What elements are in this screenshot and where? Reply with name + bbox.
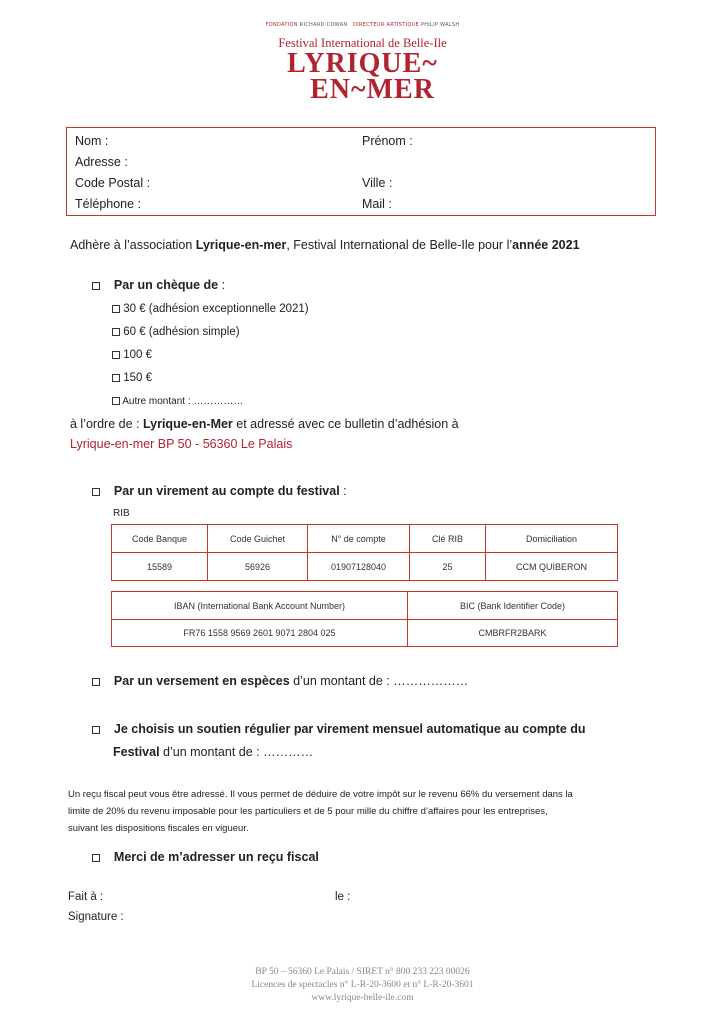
logo-line-2: EN~MER bbox=[310, 74, 435, 105]
fiscal-line-2: limite de 20% du revenu imposable pour les particuliers et de 5 pour mille du chiffre d’affaires pour les entreprises, bbox=[68, 806, 548, 817]
cheque-option-3-label: 100 € bbox=[123, 349, 152, 361]
checkbox-soutien[interactable] bbox=[92, 726, 100, 734]
cheque-option-1-label: 30 € (adhésion exceptionnelle 2021) bbox=[123, 303, 309, 315]
ordre-part-2: Lyrique-en-Mer bbox=[142, 417, 233, 431]
postal-address: Lyrique-en-mer BP 50 - 56360 Le Palais bbox=[70, 437, 293, 451]
soutien-title: Je choisis un soutien régulier par virement mensuel automatique au compte du bbox=[113, 722, 586, 736]
fiscal-line-1: Un reçu fiscal peut vous être adressé. Il vous permet de déduire de votre impôt sur le revenu 66% du versement dans la bbox=[68, 789, 573, 800]
cheque-option-5-label: Autre montant : …………… bbox=[122, 396, 244, 407]
virement-heading bbox=[92, 484, 347, 498]
checkbox-especes[interactable] bbox=[92, 678, 100, 686]
rib-header-banque: Code Banque bbox=[112, 525, 208, 553]
cheque-option-3 bbox=[112, 349, 152, 361]
virement-title: Par un virement au compte du festival bbox=[113, 484, 340, 498]
adresse-label: Adresse : bbox=[75, 155, 128, 169]
header-credit-4: PHILIP WALSH bbox=[420, 22, 460, 28]
fait-label: Fait à : bbox=[68, 891, 104, 903]
cheque-option-4-label: 150 € bbox=[123, 372, 152, 384]
checkbox-cheque-30[interactable] bbox=[112, 305, 120, 313]
iban-header: IBAN (International Bank Account Number) bbox=[112, 592, 408, 620]
rib-value-guichet: 56926 bbox=[208, 553, 308, 581]
soutien-line-1 bbox=[92, 722, 586, 736]
rib-label: RIB bbox=[113, 508, 130, 519]
iban-value: FR76 1558 9569 2601 9071 2804 025 bbox=[112, 620, 408, 647]
ordre-part-3: et adressé avec ce bulletin d’adhésion à bbox=[232, 417, 459, 431]
le-label: le : bbox=[335, 891, 351, 903]
header-credits bbox=[0, 22, 725, 28]
mail-label: Mail : bbox=[362, 197, 392, 211]
cheque-option-2 bbox=[112, 326, 240, 338]
rib-table bbox=[111, 524, 618, 581]
bic-header: BIC (Bank Identifier Code) bbox=[408, 592, 618, 620]
rib-header-cle: Clé RIB bbox=[410, 525, 486, 553]
checkbox-cheque-autre[interactable] bbox=[112, 397, 120, 405]
rib-header-domiciliation: Domiciliation bbox=[486, 525, 618, 553]
rib-value-banque: 15589 bbox=[112, 553, 208, 581]
cheque-heading bbox=[92, 278, 225, 292]
cheque-option-5 bbox=[112, 396, 243, 407]
cheque-option-2-label: 60 € (adhésion simple) bbox=[123, 326, 240, 338]
header-credit-3: DIRECTEUR ARTISTIQUE bbox=[353, 22, 419, 28]
checkbox-cheque-60[interactable] bbox=[112, 328, 120, 336]
checkbox-cheque-100[interactable] bbox=[112, 351, 120, 359]
footer-line-2: Licences de spectacles n° L-R-20-3600 et n° L-R-20-3601 bbox=[251, 980, 474, 990]
virement-colon: : bbox=[339, 484, 347, 498]
checkbox-recu[interactable] bbox=[92, 854, 100, 862]
header-credit-2: RICHARD COWAN bbox=[299, 22, 348, 28]
especes-title: Par un versement en espèces bbox=[113, 674, 290, 688]
signature-label: Signature : bbox=[68, 911, 124, 923]
header-credit-1: FONDATION bbox=[265, 22, 298, 28]
footer-website[interactable]: www.lyrique-belle-ile.com bbox=[311, 993, 414, 1003]
ordre-part-1: à l’ordre de : bbox=[70, 417, 143, 431]
recu-label: Merci de m’adresser un reçu fiscal bbox=[113, 850, 319, 864]
festival-logo bbox=[0, 36, 725, 105]
rib-value-cle: 25 bbox=[410, 553, 486, 581]
recu-line bbox=[92, 850, 319, 864]
especes-rest: d’un montant de : ……………… bbox=[289, 674, 469, 688]
rib-header-compte: N° de compte bbox=[308, 525, 410, 553]
cheque-title: Par un chèque de bbox=[113, 278, 219, 292]
code-postal-label: Code Postal : bbox=[75, 176, 151, 190]
intro-text bbox=[70, 238, 580, 252]
iban-table bbox=[111, 591, 618, 647]
intro-part-2: Lyrique-en-mer bbox=[195, 238, 287, 252]
intro-part-1: Adhère à l’association bbox=[70, 238, 196, 252]
fiscal-note bbox=[68, 786, 573, 837]
identity-box bbox=[66, 127, 656, 216]
bic-value: CMBRFR2BARK bbox=[408, 620, 618, 647]
logo-subtitle: Festival International de Belle-Ile bbox=[278, 36, 447, 50]
especes-line bbox=[92, 674, 468, 688]
prenom-label: Prénom : bbox=[362, 134, 413, 148]
intro-part-4: année 2021 bbox=[512, 238, 580, 252]
checkbox-cheque-150[interactable] bbox=[112, 374, 120, 382]
telephone-label: Téléphone : bbox=[75, 197, 142, 211]
checkbox-cheque[interactable] bbox=[92, 282, 100, 290]
cheque-option-1 bbox=[112, 303, 309, 315]
checkbox-virement[interactable] bbox=[92, 488, 100, 496]
footer bbox=[0, 966, 725, 1005]
rib-header-guichet: Code Guichet bbox=[208, 525, 308, 553]
nom-label: Nom : bbox=[75, 134, 109, 148]
footer-line-1: BP 50 – 56360 Le Palais / SIRET n° 800 233 223 00026 bbox=[255, 967, 470, 977]
cheque-ordre bbox=[70, 417, 459, 431]
intro-part-3: , Festival International de Belle-Ile pour l’ bbox=[286, 238, 513, 252]
cheque-option-4 bbox=[112, 372, 152, 384]
soutien-festival: Festival bbox=[113, 745, 160, 759]
cheque-colon: : bbox=[218, 278, 226, 292]
fiscal-line-3: suivant les dispositions fiscales en vigueur. bbox=[68, 823, 249, 834]
logo-line-1: LYRIQUE~ bbox=[287, 48, 438, 79]
soutien-line-2 bbox=[113, 745, 313, 759]
rib-value-domiciliation: CCM QUIBERON bbox=[486, 553, 618, 581]
rib-value-compte: 01907128040 bbox=[308, 553, 410, 581]
soutien-rest: d’un montant de : ………… bbox=[159, 745, 314, 759]
ville-label: Ville : bbox=[362, 176, 393, 190]
